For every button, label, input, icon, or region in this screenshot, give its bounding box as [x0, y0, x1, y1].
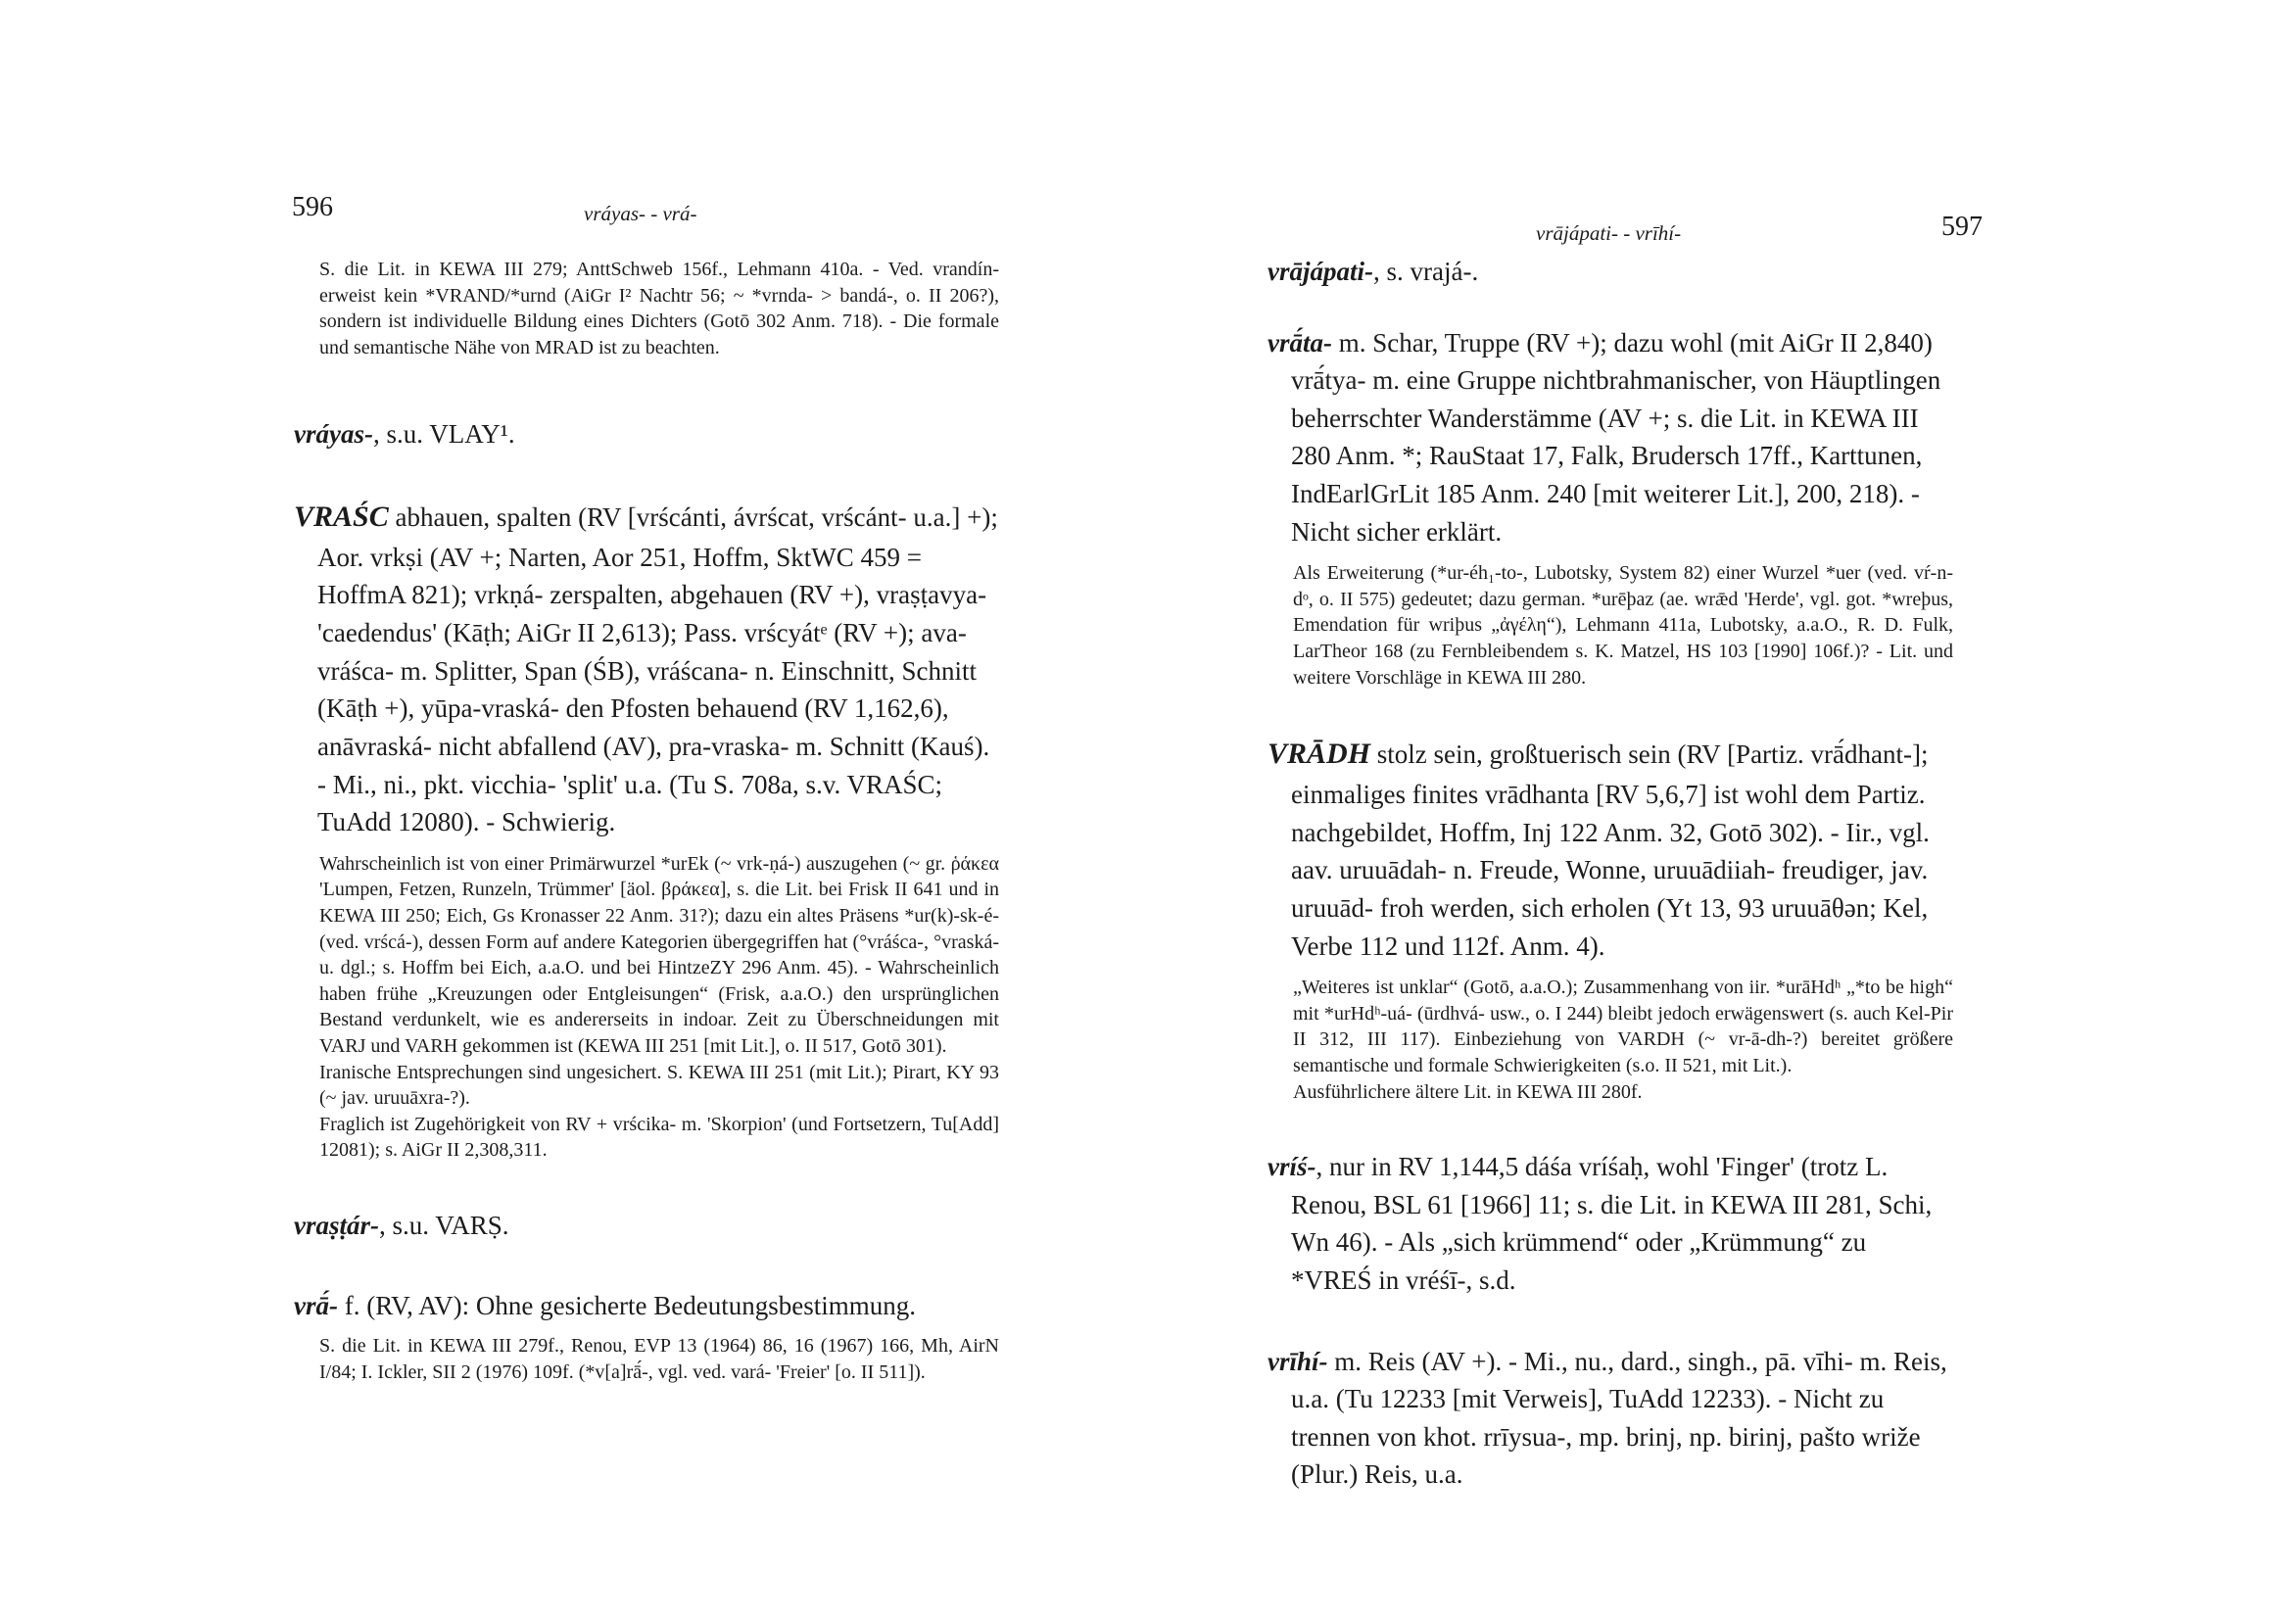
note-paragraph: Fraglich ist Zugehörigkeit von RV + vrścika- m. 'Skorpion' (und Fortsetzern, Tu[Add] 12081); s. AiGr II 2,308,311. — [319, 1113, 999, 1162]
headword: vrājápati- — [1268, 257, 1373, 286]
headword-root: VRAŚC — [294, 500, 389, 533]
entry-body: abhauen, spalten (RV [vrścánti, ávrścat, vrścánt- u.a.] +); Aor. vrkṣi (AV +; Narten, Aor 251, Hoffm, SktWC 459 = HoffmA 821); vrkṇá- zerspalten, abgehauen (RV +), vraṣṭavya- 'caedendus' (Kāṭh; AiGr II 2,613); Pass. vrścyátᵉ (RV +); ava-vráśca- m. Splitter, Span (ŚB), vráścana- n. Einschnitt, Schnitt (Kāṭh +), yūpa-vraská- den Pfosten behauend (RV 1,162,6), anāvraská- nicht abfallend (AV), pra-vraska- m. Schnitt (Kauś). - Mi., ni., pkt. vicchia- 'split' u.a. (Tu S. 708a, s.v. VRAŚC; TuAdd 12080). - Schwierig. — [317, 501, 998, 837]
entry-vris — [1268, 1148, 1953, 1299]
headword: vrā́ta- — [1268, 327, 1332, 358]
entry-body: , s. vrajá-. — [1373, 257, 1479, 286]
entry-vradh-notes — [1268, 975, 1953, 1105]
entry-body: f. (RV, AV): Ohne gesicherte Bedeutungsbestimmung. — [337, 1291, 917, 1321]
entry-vrajapati — [1268, 253, 1953, 291]
headword: vráyas- — [294, 419, 373, 450]
entry-vrata — [1268, 324, 1953, 551]
continuation-paragraph: S. die Lit. in KEWA III 279; AnttSchweb 156f., Lehmann 410a. - Ved. vrandín- erweist kein *VRAND/*urnd (AiGr I² Nachtr 56; ~ *vrnda- > bandá-, o. II 206?), sondern ist individuelle Bildung eines Dichters (Gotō 302 Anm. 718). - Die formale und semantische Nähe von MRAD ist zu beachten. — [319, 259, 999, 358]
right-page-number: 597 — [1941, 212, 1983, 242]
entry-vra-notes — [294, 1333, 999, 1385]
entry-vrastar — [294, 1207, 999, 1245]
entry-body: m. Reis (AV +). - Mi., nu., dard., singh., pā. vīhi- m. Reis, u.a. (Tu 12233 [mit Verweis], TuAdd 12233). - Nicht zu trennen von khot. rrīysua-, mp. brinj, np. birinj, pašto wriže (Plur.) Reis, u.a. — [1291, 1346, 1947, 1490]
note-paragraph: „Weiteres ist unklar“ (Gotō, a.a.O.); Zusammenhang von iir. *urāHdʰ „*to be high“ mit *urHdʰ-uá- (ūrdhvá- usw., o. I 244) bleibt jedoch erwägenswert (s. auch Kel-Pir II 312, III 117). Einbeziehung von VARDH (~ vr-ā-dh-?) bereitet größere semantische und formale Schwierigkeiten (s.o. II 521, mit Lit.). — [1293, 977, 1953, 1076]
note-paragraph: Wahrscheinlich ist von einer Primärwurzel *urEk (~ vrk-ṇá-) auszugehen (~ gr. ῥάκεα 'Lumpen, Fetzen, Runzeln, Trümmer' [äol. βράκεα], s. die Lit. bei Frisk II 641 und in KEWA III 250; Eich, Gs Kronasser 22 Anm. 31?); dazu ein altes Präsens *ur(k)-sk-é- (ved. vrścá-), dessen Form auf andere Kategorien übergegriffen hat (°vráśca-, °vraská- u. dgl.; s. Hoffm bei Eich, a.a.O. und bei HintzeZY 296 Anm. 45). - Wahrscheinlich haben frühe „Kreuzungen oder Entgleisungen“ (Frisk, a.a.O.) den ursprünglichen Bestand verdunkelt, wie es andererseits in indoar. Zeit zu Überschneidungen mit VARJ und VARH gekommen ist (KEWA III 251 [mit Lit.], o. II 517, Gotō 301). — [319, 852, 999, 1057]
left-page-number: 596 — [292, 192, 333, 222]
headword: vrīhí- — [1268, 1346, 1328, 1376]
headword: vraṣṭár- — [294, 1210, 379, 1240]
right-running-head: vrājápati- - vrīhí- — [1536, 221, 1682, 245]
entry-vra — [294, 1287, 999, 1325]
entry-body: , nur in RV 1,144,5 dáśa vríśaḥ, wohl 'Finger' (trotz L. Renou, BSL 61 [1966] 11; s. die Lit. in KEWA III 281, Schi, Wn 46). - Als „sich krümmend“ oder „Krümmung“ zu *VREŚ in vréśī-, s.d. — [1291, 1152, 1933, 1295]
entry-vrihi — [1268, 1343, 1953, 1494]
left-running-head: vráyas- - vrá- — [584, 202, 697, 225]
entry-body: , s.u. VARṢ. — [379, 1210, 509, 1240]
right-page — [1148, 0, 2296, 1622]
note-paragraph: S. die Lit. in KEWA III 279f., Renou, EVP 13 (1964) 86, 16 (1967) 166, Mh, AirN I/84; I. Ickler, SII 2 (1976) 109f. (*v[a]rā́-, vgl. ved. vará- 'Freier' [o. II 511]). — [319, 1335, 999, 1383]
left-column — [294, 253, 999, 1428]
entry-vrata-notes — [1268, 560, 1953, 691]
entry-vrayas — [294, 415, 999, 453]
note-paragraph: Als Erweiterung (*ur-éh₁-to-, Lubotsky, System 82) einer Wurzel *uer (ved. vŕ-n-dᵒ, o. II 575) gedeutet; dazu german. *urēþaz (ae. wrǣd 'Herde', vgl. got. *wreþus, Emendation für wriþus „ἀγέλη“), Lehmann 411a, Lubotsky, a.a.O., R. D. Fulk, LarTheor 168 (zu Fernbleibendem s. K. Matzel, HS 103 [1990] 106f.)? - Lit. und weitere Vorschläge in KEWA III 280. — [1293, 562, 1953, 689]
note-paragraph: Iranische Entsprechungen sind ungesichert. S. KEWA III 251 (mit Lit.); Pirart, KY 93 (~ jav. uruuāxra-?). — [319, 1061, 999, 1110]
entry-vrasc — [294, 497, 999, 841]
entry-body: stolz sein, großtuerisch sein (RV [Partiz. vrā́dhant-]; einmaliges finites vrādhanta [RV 5,6,7] ist wohl dem Partiz. nachgebildet, Hoffm, Inj 122 Anm. 32, Gotō 302). - Iir., vgl. aav. uruuādah- n. Freude, Wonne, uruuādiiah- freudiger, jav. uruuād- froh werden, sich erholen (Yt 13, 93 uruuāθən; Kel, Verbe 112 und 112f. Anm. 4). — [1291, 739, 1930, 961]
headword: vrā́- — [294, 1291, 338, 1321]
headword-root: VRĀDH — [1268, 738, 1371, 771]
right-column — [1268, 253, 1953, 1537]
note-paragraph: Ausführlichere ältere Lit. in KEWA III 280f. — [1293, 1080, 1643, 1103]
entry-body: , s.u. VLAY¹. — [372, 419, 515, 450]
entry-body: m. Schar, Truppe (RV +); dazu wohl (mit AiGr II 2,840) vrā́tya- m. eine Gruppe nichtbrahmanischer, von Häuptlingen beherrschter Wanderstämme (AV +; s. die Lit. in KEWA III 280 Anm. *; RauStaat 17, Falk, Brudersch 17ff., Karttunen, IndEarlGrLit 185 Anm. 240 [mit weiterer Lit.], 200, 218). - Nicht sicher erklärt. — [1291, 327, 1941, 547]
entry-vradh — [1268, 734, 1953, 965]
headword: vríś- — [1268, 1152, 1316, 1182]
entry-vrasc-notes — [294, 851, 999, 1164]
